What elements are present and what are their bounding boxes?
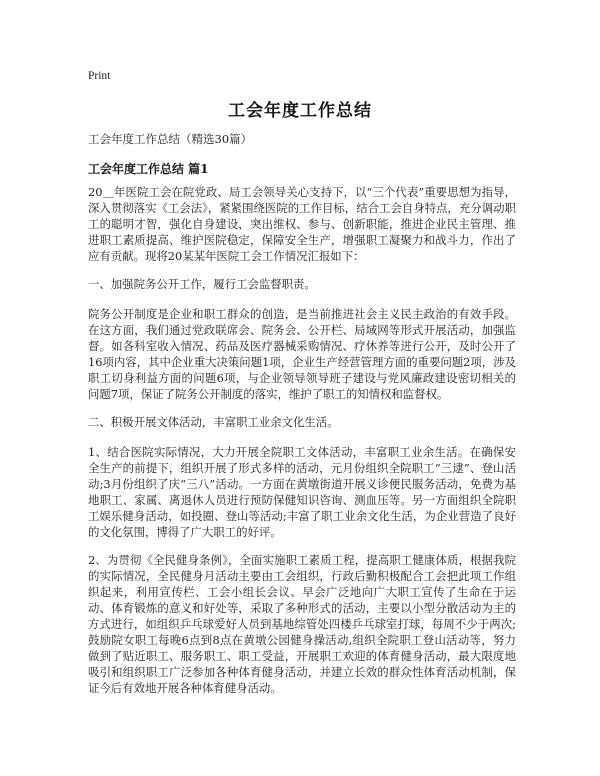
paragraph-activities-1: 1、结合医院实际情况，大力开展全院职工文体活动，丰富职工业余生活。在确保安全生产的前提下，组织开展了形式多样的活动，元月份组织全院职工“三逮”、登山活动;3月份组织了庆“三八”活动。一方面在黄墩街道开展义诊便民服务活动，免费为基地职工、家属、离退休人员进行预防保健知识咨询、测血压等。另一方面组织全院职工娱乐健身活动，如投圈、登山等活动;丰富了职工业余文化生活，为企业营造了良好的文化氛围，博得了广大职工的好评。 xyxy=(88,445,516,539)
paragraph-disclosure: 院务公开制度是企业和职工群众的创造，是当前推进社会主义民主政治的有效手段。在这方面，我们通过党政联席会、院务会、公开栏、局域网等形式开展活动，加强监督。如各科室收入情况、药品及医疗器械采购情况、疗休养等进行公开，及时公开了16项内容，其中企业重大决策问题1项，企业生产经营管理方面的重要问题2项，涉及职工切身利益方面的问题6项，与企业领导领导班子建设与党风廉政建设密切相关的问题7项，保证了院务公开制度的落实，维护了职工的知情权和监督权。 xyxy=(88,307,516,401)
paragraph-heading-1: 一、加强院务公开工作，履行工会监督职责。 xyxy=(88,277,316,291)
section-heading: 工会年度工作总结 篇1 xyxy=(88,162,209,176)
document-body xyxy=(88,184,516,708)
paragraph-activities-2: 2、为贯彻《全民健身条例》，全面实施职工素质工程，提高职工健康体质，根据我院的实际情况，全民健身月活动主要由工会组织，行政后勤积极配合工会把此项工作组织起来，利用宣传栏、工会小组长会议、早会广泛地向广大职工宣传了生命在于运动、体育锻炼的意义和好处等，采取了多种形式的活动，主要以小型分散活动为主的方式进行，如组织乒乓球爱好人员到基地综管处四楼乒乓球室打球，每周不少于两次;鼓励院女职工每晚6点到8点在黄墩公园健身操活动,组织全院职工登山活动等，努力做到了贴近职工、服务职工、职工受益，开展职工欢迎的体育健身活动，最大限度地吸引和组织职工广泛参加各种体育健身活动，并建立长效的群众性体育活动机制，保证今后有效地开展各种体育健身活动。 xyxy=(88,553,516,695)
document-subtitle: 工会年度工作总结（精选30篇） xyxy=(88,132,253,146)
print-label[interactable]: Print xyxy=(88,70,111,82)
document-title: 工会年度工作总结 xyxy=(228,101,372,121)
paragraph-heading-2: 二、积极开展文体活动，丰富职工业余文化生活。 xyxy=(88,415,339,429)
paragraph-intro: 20＿年医院工会在院党政、局工会领导关心支持下，以“三个代表”重要思想为指导，深入贯彻落实《工会法》，紧紧围绕医院的工作目标，结合工会自身特点，充分调动职工的聪明才智，强化自身建设，突出维权、参与、创新职能，推进企业民主管理、推进职工素质提高、维护医院稳定，保障安全生产，增强职工凝聚力和战斗力，作出了应有贡献。现将20某某年医院工会工作情况汇报如下： xyxy=(88,185,516,263)
